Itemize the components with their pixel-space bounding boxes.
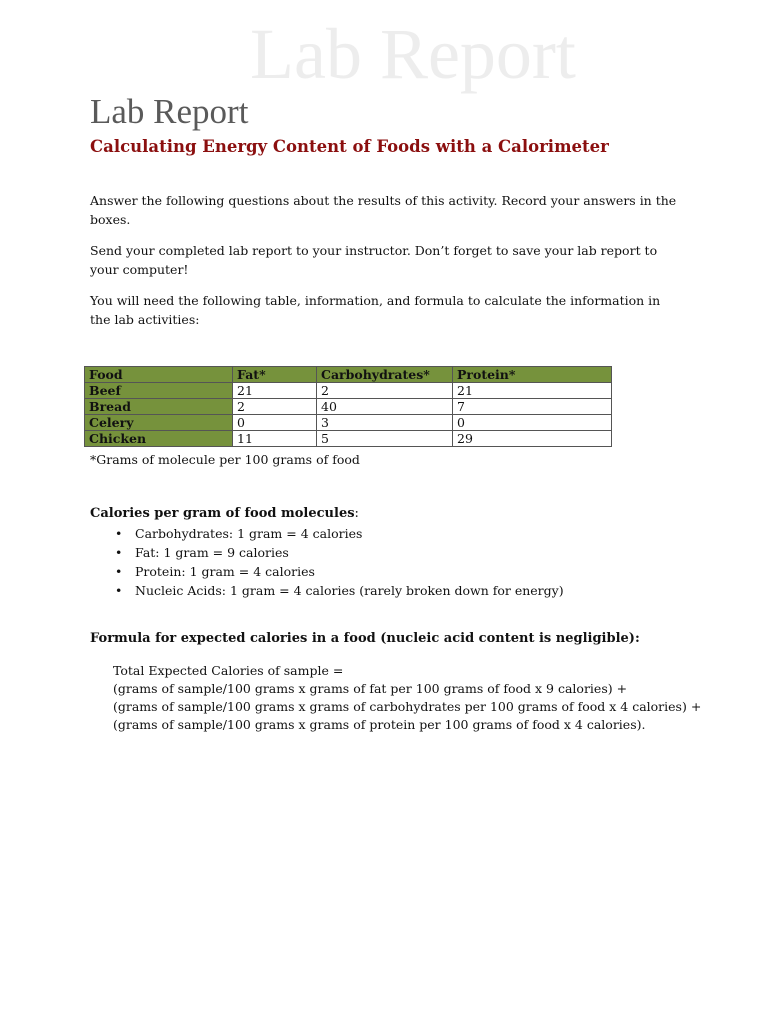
table-row [85,415,612,431]
page-subtitle: Calculating Energy Content of Foods with a Calorimeter [90,137,609,156]
fat-cell: 21 [233,383,317,399]
table-intro-paragraph: You will need the following table, information, and formula to calculate the information in the lab activities: [90,293,661,327]
calories-list [90,524,564,600]
submission-paragraph: Send your completed lab report to your instructor. Don’t forget to save your lab report to your computer! [90,243,658,277]
formula-block [113,662,701,734]
list-item [115,581,564,600]
table-row [85,383,612,399]
formula-line: (grams of sample/100 grams x grams of fat per 100 grams of food x 9 calories) + [113,681,628,696]
fat-cell: 0 [233,415,317,431]
column-header-fat: Fat* [233,367,317,383]
column-header-carbohydrates: Carbohydrates* [317,367,453,383]
fat-cell: 2 [233,399,317,415]
protein-cell: 0 [453,415,612,431]
list-item-text: Carbohydrates: 1 gram = 4 calories [135,526,363,541]
food-name-cell: Beef [85,383,233,399]
fat-cell: 11 [233,431,317,447]
formula-heading-colon: : [634,631,640,646]
formula-heading [90,630,640,648]
list-item-text: Protein: 1 gram = 4 calories [135,564,315,579]
carbohydrates-cell: 40 [317,399,453,415]
calories-heading-text: Calories per gram of food molecules [90,506,355,521]
protein-cell: 21 [453,383,612,399]
column-header-protein: Protein* [453,367,612,383]
carbohydrates-cell: 5 [317,431,453,447]
formula-line: Total Expected Calories of sample = [113,663,344,678]
list-item-text: Fat: 1 gram = 9 calories [135,545,289,560]
carbohydrates-cell: 2 [317,383,453,399]
list-item [115,562,564,581]
table-row [85,431,612,447]
instructions-paragraph: Answer the following questions about the results of this activity. Record your answers in the boxes. [90,193,677,227]
list-item-text: Nucleic Acids: 1 gram = 4 calories (rarely broken down for energy) [135,583,564,598]
list-item [115,543,564,562]
protein-cell: 7 [453,399,612,415]
formula-heading-text: Formula for expected calories in a food (nucleic acid content is negligible) [90,631,635,646]
page-title: Lab Report [90,92,249,131]
calories-heading-colon: : [354,506,359,521]
table-header-row [85,367,612,383]
formula-line: (grams of sample/100 grams x grams of carbohydrates per 100 grams of food x 4 calories) + [113,699,702,714]
table-footnote: *Grams of molecule per 100 grams of food [90,452,360,467]
list-item [115,524,564,543]
bullet-icon: • [115,583,123,598]
formula-line: (grams of sample/100 grams x grams of protein per 100 grams of food x 4 calories). [113,717,646,732]
table-row [85,399,612,415]
bullet-icon: • [115,526,123,541]
bullet-icon: • [115,545,123,560]
column-header-food: Food [85,367,233,383]
bullet-icon: • [115,564,123,579]
carbohydrates-cell: 3 [317,415,453,431]
food-name-cell: Celery [85,415,233,431]
watermark-text: Lab Report [250,14,576,94]
food-composition-table [84,366,612,447]
food-name-cell: Chicken [85,431,233,447]
protein-cell: 29 [453,431,612,447]
food-name-cell: Bread [85,399,233,415]
calories-heading [90,505,359,523]
